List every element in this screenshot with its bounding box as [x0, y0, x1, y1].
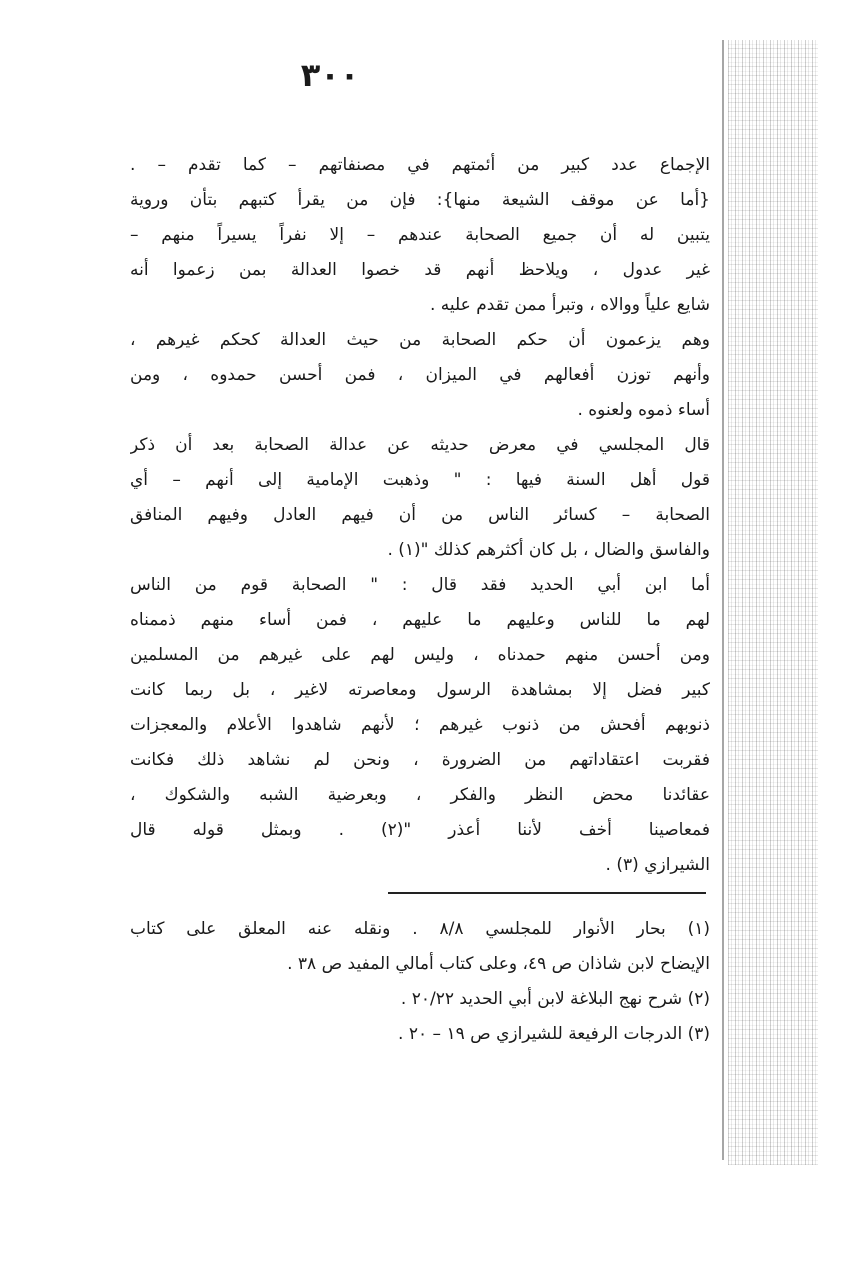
- text-line: قال المجلسي في معرض حديثه عن عدالة الصحابة بعد أن ذكر: [130, 435, 710, 455]
- page-number: ٣٠٠: [300, 56, 360, 94]
- footnotes: [130, 912, 710, 1052]
- footnote-separator: [388, 892, 706, 894]
- text-line: أما ابن أبي الحديد فقد قال : " الصحابة قوم من الناس: [130, 575, 710, 595]
- text-line: {أما عن موقف الشيعة منها}: فإن من يقرأ كتبهم بتأن وروية: [130, 190, 710, 210]
- text-line: أساء ذموه ولعنوه .: [577, 400, 710, 420]
- text-line: لهم ما للناس وعليهم ما عليهم ، فمن أساء منهم ذممناه: [130, 610, 710, 630]
- text-line: الشيرازي (٣) .: [605, 855, 710, 875]
- text-line: غير عدول ، ويلاحظ أنهم قد خصوا العدالة بمن زعموا أنه: [130, 260, 710, 280]
- text-line: ذنوبهم أفحش من ذنوب غيرهم ؛ لأنهم شاهدوا الأعلام والمعجزات: [130, 715, 710, 735]
- text-line: فقربت اعتقاداتهم من الضرورة ، ونحن لم نشاهد ذلك فكانت: [130, 750, 710, 770]
- scan-edge-line: [722, 40, 724, 1160]
- text-line: وهم يزعمون أن حكم الصحابة من حيث العدالة كحكم غيرهم ،: [130, 330, 710, 350]
- text-line: كبير فضل إلا بمشاهدة الرسول ومعاصرته لاغير ، بل ربما كانت: [130, 680, 710, 700]
- footnote-line: (٣) الدرجات الرفيعة للشيرازي ص ١٩ – ٢٠ .: [398, 1024, 710, 1044]
- text-line: والفاسق والضال ، بل كان أكثرهم كذلك "(١) .: [387, 540, 710, 560]
- text-line: فمعاصينا أخف لأننا أعذر "(٢) . وبمثل قوله قال: [130, 820, 710, 840]
- text-line: الإجماع عدد كبير من أئمتهم في مصنفاتهم – كما تقدم – .: [130, 155, 710, 175]
- text-line: يتبين له أن جميع الصحابة عندهم – إلا نفراً يسيراً منهم –: [130, 225, 710, 245]
- footnote-line: (٢) شرح نهج البلاغة لابن أبي الحديد ٢٠/٢٢ .: [400, 989, 710, 1009]
- text-line: قول أهل السنة فيها : " وذهبت الإمامية إلى أنهم – أي: [130, 470, 710, 490]
- scan-edge-noise: [728, 40, 818, 1165]
- text-line: عقائدنا محض النظر والفكر ، وبعرضية الشبه والشكوك ،: [130, 785, 710, 805]
- footnote-line: (١) بحار الأنوار للمجلسي ٨/٨ . ونقله عنه المعلق على كتاب: [130, 919, 710, 939]
- main-text: [130, 148, 710, 883]
- text-line: وأنهم توزن أفعالهم في الميزان ، فمن أحسن حمدوه ، ومن: [130, 365, 710, 385]
- text-line: الصحابة – كسائر الناس من أن فيهم العادل وفيهم المنافق: [130, 505, 710, 525]
- footnote-line: الإيضاح لابن شاذان ص ٤٩، وعلى كتاب أمالي المفيد ص ٣٨ .: [287, 954, 710, 974]
- text-line: شايع علياً ووالاه ، وتبرأ ممن تقدم عليه .: [430, 295, 710, 315]
- text-line: ومن أحسن منهم حمدناه ، وليس لهم على غيرهم من المسلمين: [130, 645, 710, 665]
